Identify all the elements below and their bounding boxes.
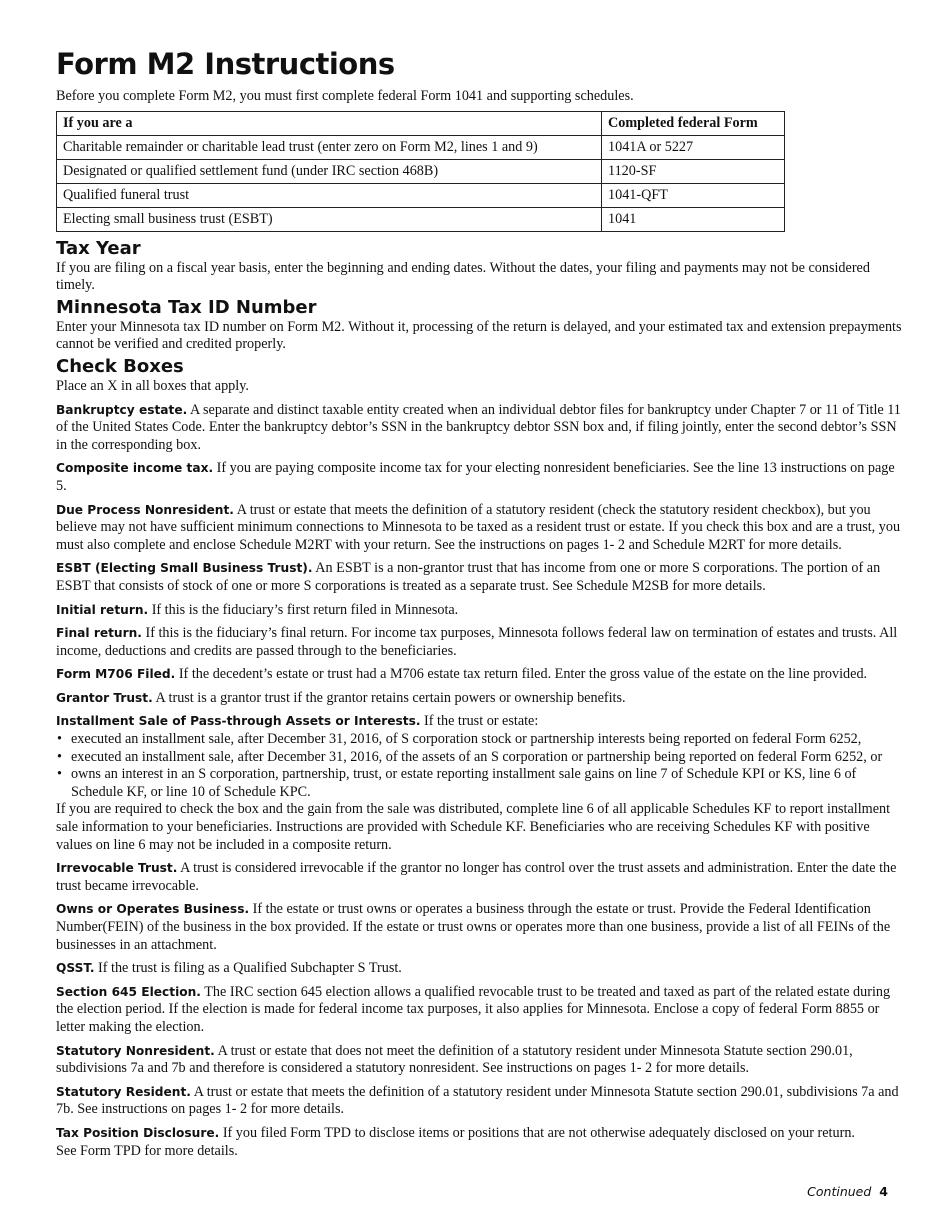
check-boxes-heading: Check Boxes xyxy=(56,355,184,377)
table-cell: 1120-SF xyxy=(602,159,785,183)
table-header-row xyxy=(57,111,785,135)
page-content xyxy=(56,46,906,1160)
item-lead: Composite income tax. xyxy=(56,461,214,476)
item-text: If the trust or estate: xyxy=(420,713,539,730)
tax-id-heading: Minnesota Tax ID Number xyxy=(56,296,317,318)
table-cell: Electing small business trust (ESBT) xyxy=(57,207,602,231)
check-boxes-intro: Place an X in all boxes that apply. xyxy=(56,377,249,394)
table-cell: 1041-QFT xyxy=(602,183,785,207)
item-lead: Section 645 Election. xyxy=(56,984,201,999)
item-text: If the estate or trust owns or operates a business through the estate or trust. Provide the Federal Identification Number(FEIN) of the business in the box provided. If the estate or trust owns or operates more than one business, provide a list of all FEINs of the businesses in an attachment. xyxy=(56,901,891,953)
table-row xyxy=(57,183,785,207)
checkbox-item-m706 xyxy=(56,666,906,684)
page-title: Form M2 Instructions xyxy=(56,47,395,81)
item-text: If this is the fiduciary’s first return filed in Minnesota. xyxy=(148,601,459,618)
list-item: • executed an installment sale, after December 31, 2016, of the assets of an S corporation or partnership being reported on federal Form 6252, or xyxy=(56,749,906,767)
checkbox-item-stat-resident xyxy=(56,1084,906,1119)
checkbox-item-due-process xyxy=(56,502,906,555)
table-cell: Designated or qualified settlement fund (under IRC section 468B) xyxy=(57,159,602,183)
checkbox-item-final xyxy=(56,625,906,660)
checkbox-item-stat-nonresident xyxy=(56,1043,906,1078)
form-table xyxy=(56,111,785,232)
table-cell: Charitable remainder or charitable lead trust (enter zero on Form M2, lines 1 and 9) xyxy=(57,135,602,159)
item-lead: Due Process Nonresident. xyxy=(56,502,234,517)
table-row xyxy=(57,207,785,231)
checkbox-item-composite xyxy=(56,460,906,495)
installment-after-text: If you are required to check the box and the gain from the sale was distributed, complete line 6 of all applicable Schedules KF to report installment sale information to your beneficiaries. Instructions are provided with Schedule KF. Beneficiaries who are receiving Schedules KF with positive values on line 6 may not be included in a composite return. xyxy=(56,801,891,853)
table-header: Completed federal Form xyxy=(602,111,785,135)
checkbox-item-initial xyxy=(56,602,906,620)
item-text: An ESBT is a non-grantor trust that has income from one or more S corporations. The portion of an ESBT that consists of stock of one or more S corporations is treated as a separate trust. See Schedule M2SB for more details. xyxy=(56,560,881,594)
installment-bullet-list xyxy=(56,731,906,801)
page-footer xyxy=(807,1184,888,1199)
item-lead: Tax Position Disclosure. xyxy=(56,1125,220,1140)
checkbox-item-grantor xyxy=(56,690,906,708)
item-text: A trust or estate that meets the definition of a statutory resident (check the statutory resident checkbox), but you believe may not have sufficient minimum connections to Minnesota to be taxed as a resident trust or estate. If you check this box and are a trust, you must also complete and enclose Schedule M2RT with your return. See the instructions on pages 1- 2 and Schedule M2RT for more details. xyxy=(56,501,901,553)
item-lead: Installment Sale of Pass-through Assets or Interests. xyxy=(56,714,421,729)
item-text: The IRC section 645 election allows a qualified revocable trust to be treated and taxed as part of the related estate during the election period. If the election is made for federal income tax purposes, it also applies for Minnesota. Enclose a copy of federal Form 8855 or letter making the election. xyxy=(56,983,891,1035)
item-text: If you are paying composite income tax for your electing nonresident beneficiaries. See the line 13 instructions on page 5. xyxy=(56,460,895,494)
item-text: If the trust is filing as a Qualified Subchapter S Trust. xyxy=(94,960,402,977)
table-header: If you are a xyxy=(57,111,602,135)
item-lead: Final return. xyxy=(56,626,142,641)
item-lead: ESBT (Electing Small Business Trust). xyxy=(56,561,313,576)
checkbox-item-bankruptcy xyxy=(56,402,906,455)
checkbox-item-installment xyxy=(56,713,906,854)
table-cell: Qualified funeral trust xyxy=(57,183,602,207)
table-row xyxy=(57,135,785,159)
item-lead: Irrevocable Trust. xyxy=(56,861,178,876)
item-text: A separate and distinct taxable entity created when an individual debtor files for bankruptcy under Chapter 7 or 11 of Title 11 of the United States Code. Enter the bankruptcy debtor’s SSN in the bankruptcy debtor SSN box and, if filing jointly, enter the second debtor’s SSN in the corresponding box. xyxy=(56,401,901,453)
tax-id-text: Enter your Minnesota tax ID number on Form M2. Without it, processing of the return is delayed, and your estimated tax and extension prepayments cannot be verified and credited properly. xyxy=(56,318,902,353)
item-text: If this is the fiduciary’s final return. For income tax purposes, Minnesota follows federal law on termination of estates and trusts. All income, deductions and credits are passed through to the beneficiaries. xyxy=(56,625,898,659)
item-lead: Statutory Resident. xyxy=(56,1084,191,1099)
item-text: If you filed Form TPD to disclose items or positions that are not otherwise adequately disclosed on your return. xyxy=(219,1124,855,1141)
item-lead: Bankruptcy estate. xyxy=(56,402,188,417)
item-lead: Grantor Trust. xyxy=(56,690,153,705)
tax-year-heading: Tax Year xyxy=(56,237,141,259)
item-text: A trust or estate that meets the definition of a statutory resident under Minnesota Statute section 290.01, subdivisions 7a and 7b. See instructions on pages 1- 2 for more details. xyxy=(56,1083,899,1118)
intro-text: Before you complete Form M2, you must first complete federal Form 1041 and supporting schedules. xyxy=(56,88,634,104)
item-lead: Owns or Operates Business. xyxy=(56,902,250,917)
item-text: A trust is considered irrevocable if the grantor no longer has control over the trust assets and administration. Enter the date the trust became irrevocable. xyxy=(56,860,897,894)
checkbox-item-irrevocable xyxy=(56,860,906,895)
checkbox-item-business xyxy=(56,901,906,954)
continued-label: Continued xyxy=(807,1184,872,1199)
table-row xyxy=(57,159,785,183)
item-lead: Initial return. xyxy=(56,602,149,617)
table-cell: 1041 xyxy=(602,207,785,231)
checkbox-item-section-645 xyxy=(56,984,906,1037)
checkbox-item-tax-position xyxy=(56,1125,906,1160)
item-text-continued: See Form TPD for more details. xyxy=(56,1142,238,1159)
checkbox-item-esbt xyxy=(56,560,906,595)
page-number: 4 xyxy=(879,1184,888,1199)
item-lead: Statutory Nonresident. xyxy=(56,1043,215,1058)
list-item: • owns an interest in an S corporation, partnership, trust, or estate reporting installment sale gains on line 7 of Schedule KPI or KS, line 6 of Schedule KF, or line 10 of Schedule KPC. xyxy=(56,766,906,801)
tax-year-text: If you are filing on a fiscal year basis, enter the beginning and ending dates. Without the dates, your filing and payments may not be considered timely. xyxy=(56,259,870,294)
item-text: A trust is a grantor trust if the grantor retains certain powers or ownership benefits. xyxy=(152,689,626,706)
item-lead: Form M706 Filed. xyxy=(56,667,176,682)
table-cell: 1041A or 5227 xyxy=(602,135,785,159)
checkbox-item-qsst xyxy=(56,960,906,978)
list-item: • executed an installment sale, after December 31, 2016, of S corporation stock or partnership interests being reported on federal Form 6252, xyxy=(56,731,906,749)
item-text: If the decedent’s estate or trust had a M706 estate tax return filed. Enter the gross value of the estate on the line provided. xyxy=(175,666,868,683)
item-lead: QSST. xyxy=(56,961,95,976)
item-text: A trust or estate that does not meet the definition of a statutory resident under Minnesota Statute section 290.01, subdivisions 7a and 7b and therefore is considered a statutory nonresident. See instructions on pages 1- 2 for more details. xyxy=(56,1042,853,1077)
